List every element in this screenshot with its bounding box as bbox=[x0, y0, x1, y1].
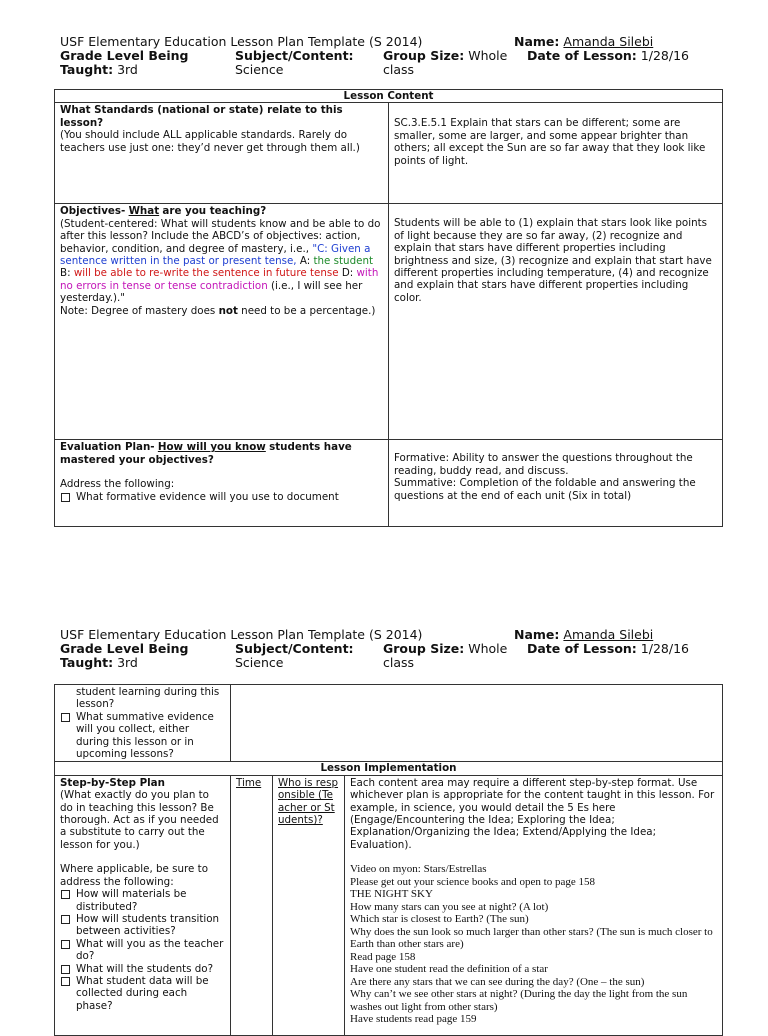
objectives-answer: Students will be able to (1) explain that stars look like points of light because they are so far away, (2) recognize and explain that stars have different properties including brightness and size, (3) recognize and explain that start have different properties including temperature, (4) and recognize and explain that stars have different properties including color. bbox=[389, 204, 723, 440]
step-item: Why can’t we see other stars at night? (During the day the light from the sun washes out light from other stars) bbox=[350, 988, 688, 1013]
checkbox-icon bbox=[61, 713, 70, 722]
evaluation-prompt-continued bbox=[55, 685, 231, 762]
checkbox-icon bbox=[61, 890, 70, 899]
step-item: Are there any stars that we can see during the day? (One – the sun) bbox=[350, 975, 645, 988]
step-item: Why does the sun look so much larger than other stars? (The sun is much closer to Earth than other stars are) bbox=[350, 925, 713, 951]
checklist-item: What will the students do? bbox=[60, 963, 225, 975]
standards-answer: SC.3.E.5.1 Explain that stars can be different; some are smaller, some are larger, and some appear brighter than others; all except the Sun are so far away that they look like points of light. bbox=[389, 103, 723, 204]
step-list bbox=[350, 863, 717, 1026]
group-size: Group Size: Whole class bbox=[383, 48, 508, 77]
lesson-content-table bbox=[54, 89, 723, 527]
grade-level: Grade Level Being Taught: 3rd bbox=[60, 641, 189, 670]
template-title: USF Elementary Education Lesson Plan Template (S 2014) bbox=[60, 627, 423, 642]
lesson-implementation-band: Lesson Implementation bbox=[55, 762, 723, 775]
evaluation-answer: Formative: Ability to answer the questions throughout the reading, buddy read, and discuss. Summative: Completion of the foldable and answering the questions at the end of each unit (Six in total) bbox=[389, 440, 723, 527]
teacher-name: Name: Amanda Silebi bbox=[514, 34, 654, 49]
subject-content: Subject/Content: Science bbox=[235, 641, 354, 670]
checkbox-icon bbox=[61, 977, 70, 986]
step-item: Which star is closest to Earth? (The sun) bbox=[350, 913, 529, 926]
checklist-item: How will students transition between activities? bbox=[60, 913, 225, 938]
lesson-date: Date of Lesson: 1/28/16 bbox=[527, 641, 689, 656]
checkbox-icon bbox=[61, 915, 70, 924]
lesson-content-band: Lesson Content bbox=[55, 90, 723, 103]
step-item: Video on myon: Stars/Estrellas bbox=[350, 863, 487, 876]
step-item: Have students read page 159 bbox=[350, 1013, 477, 1026]
step-plan-intro: Each content area may require a different step-by-step format. Use whichever plan is appropriate for the content taught in this lesson. For example, in science, you would detail the 5 Es here (Engage/Encountering the Idea; Exploring the Idea; Explanation/Organizing the Idea; Extend/Applying the Idea; Evaluation). bbox=[350, 776, 715, 851]
evaluation-answer-continued bbox=[231, 685, 723, 762]
standards-prompt: What Standards (national or state) relate to this lesson? (You should include ALL applicable standards. Rarely do teachers use just one: they’d never get through them all.) bbox=[55, 103, 389, 204]
checkbox-icon bbox=[61, 940, 70, 949]
step-item: Have one student read the definition of a star bbox=[350, 963, 548, 976]
step-item: Read page 158 bbox=[350, 950, 416, 963]
step-plan-content bbox=[345, 775, 723, 1035]
checklist-item: What will you as the teacher do? bbox=[60, 938, 225, 963]
step-item: How many stars can you see at night? (A lot) bbox=[350, 900, 549, 913]
evaluation-prompt: Evaluation Plan- How will you know students have mastered your objectives? Address the following: What formative evidence will you use to document bbox=[55, 440, 389, 527]
teacher-name: Name: Amanda Silebi bbox=[514, 627, 654, 642]
checkbox-icon bbox=[61, 493, 70, 502]
time-column-header: Time bbox=[231, 775, 273, 1035]
objectives-prompt: Objectives- What are you teaching? (Student-centered: What will students know and be able to do after this lesson? Include the ABCD’s of objectives: action, behavior, condition, and degree of mastery, i.e., "C: Given a sentence written in the past or present tense, A: the student B: will be able to re-write the sentence in future tense D: with no errors in tense or tense contradiction (i.e., I will see her yesterday.)." Note: Degree of mastery does not need to be a percentage.) bbox=[55, 204, 389, 440]
checkbox-icon bbox=[61, 965, 70, 974]
lesson-implementation-table bbox=[54, 684, 723, 1036]
template-title: USF Elementary Education Lesson Plan Template (S 2014) bbox=[60, 34, 423, 49]
checklist-item: What summative evidence will you collect, either during this lesson or in upcoming lessons? bbox=[60, 711, 225, 761]
step-plan-prompt: Step-by-Step Plan (What exactly do you plan to do in teaching this lesson? Be thorough. Act as if you needed a substitute to carry out the lesson for you.) Where applicable, be sure to address the following: How will materials be distributed? How will students transition between activities? What will you as the teacher do? What will the students do? What student data will be collected during each phase? bbox=[55, 775, 231, 1035]
step-item: Please get out your science books and open to page 158 bbox=[350, 875, 595, 888]
checklist-item: How will materials be distributed? bbox=[60, 888, 225, 913]
group-size: Group Size: Whole class bbox=[383, 641, 508, 670]
checklist-item: student learning during this lesson? bbox=[76, 686, 220, 711]
subject-content: Subject/Content: Science bbox=[235, 48, 354, 77]
step-item: THE NIGHT SKY bbox=[350, 888, 433, 901]
lesson-date: Date of Lesson: 1/28/16 bbox=[527, 48, 689, 63]
checklist-item: What formative evidence will you use to document bbox=[60, 491, 383, 503]
grade-level: Grade Level Being Taught: 3rd bbox=[60, 48, 189, 77]
who-column-header: Who is responsible (Teacher or Students)? bbox=[273, 775, 345, 1035]
checklist-item: What student data will be collected during each phase? bbox=[60, 975, 225, 1012]
